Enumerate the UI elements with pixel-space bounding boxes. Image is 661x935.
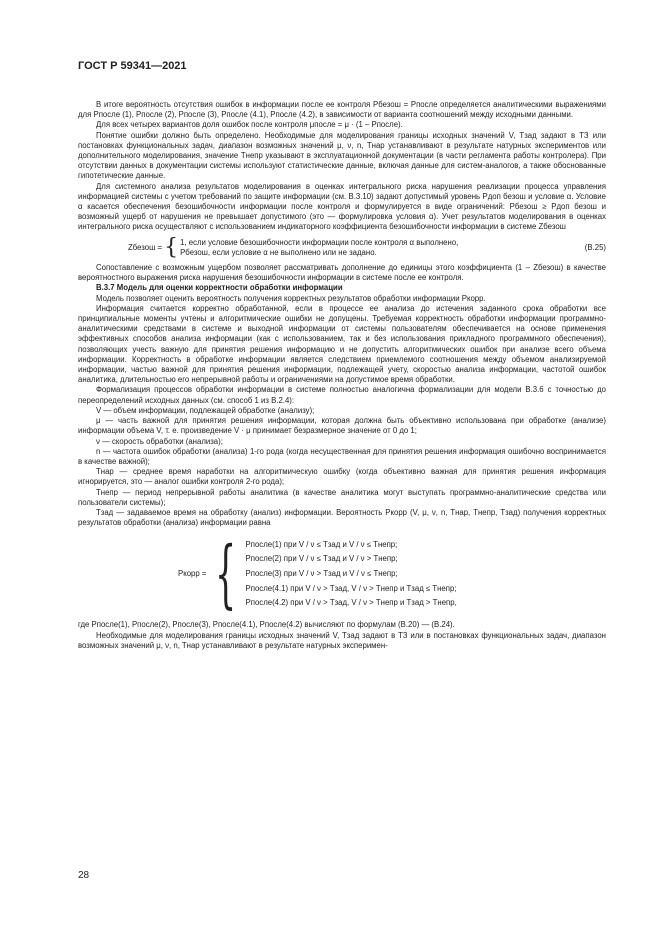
document-header: ГОСТ Р 59341—2021	[78, 60, 187, 72]
left-brace-icon: {	[164, 234, 179, 260]
left-brace-icon: {	[215, 531, 237, 618]
page-content	[78, 100, 606, 651]
definition-item: Tнар — среднее время наработки на алгоритмическую ошибку (когда объективно важная для принятия решения информация игнорируется, это — аналог ошибки контроля 2-го рода);	[78, 467, 606, 487]
definition-item: μ — часть важной для принятия решения информации, которая должна быть объективно использована при обработке (анализе) информации объема V, т. е. произведение V · μ принимает безразмерное значение от 0 до 1;	[78, 416, 606, 436]
paragraph: Для всех четырех вариантов доля ошибок после контроля μпосле = μ · (1 – Pпосле).	[96, 120, 403, 130]
formula-cases	[180, 238, 458, 258]
paragraph: Формализация процессов обработки информации в системе полностью аналогична формализации для модели В.3.6 с точностью до переопределений исходных данных (см. способ 1 из В.2.4):	[78, 385, 606, 405]
formula-case: Pпосле(4.1) при V / ν > Tзад, V / ν > Tнепр и Tзад ≤ Tнепр;	[245, 583, 457, 593]
formula-case: 1, если условие безошибочности информации после контроля α выполнено,	[180, 237, 459, 247]
paragraph: где Pпосле(1), Pпосле(2), Pпосле(3), Pпосле(4.1), Pпосле(4.2) вычисляют по формулам (В.20) — (В.24).	[78, 620, 455, 630]
paragraph: Необходимые для моделирования границы исходных значений V, Tзад задают в ТЗ или в постановках функциональных задач, диапазон возможных значений μ, ν, n, Tнар устанавливают в результате натурных эксперимен-	[78, 630, 606, 650]
formula-case: Pпосле(1) при V / ν ≤ Tзад и V / ν ≤ Tнепр;	[245, 539, 398, 549]
paragraph: Информация считается корректно обработанной, если в процессе ее анализа до истечения заданного срока обработки все принципиальные моменты учтены и алгоритмические ошибки не допущены. Требуемая корректность обработки информации программно-аналитическими средствами в системе и выходной информации от системы пользователям обеспечивается на основе применения эффективных способов анализа информации (как с использованием, так и без использования прикладного программного обеспечения), позволяющих учесть важную для принятия решения информацию и не допустить алгоритмических ошибок при анализе всего объема информации. Корректность в обработке информации является следствием приемлемого соотношения между объемом анализируемой информации, частью важной для принятия решения информации, подлежащей учету, скоростью анализа информации, частотой ошибок аналитика, длительностью его непрерывной работы и ограничениями на допустимое время обработки.	[78, 303, 606, 385]
formula-case: Pпосле(3) при V / ν > Tзад и V / ν ≤ Tнепр;	[245, 569, 398, 579]
definition-item: Tзад — задаваемое время на обработку (анализ) информации. Вероятность Pкорр (V, μ, ν, n, Tнар, Tнепр, Tзад) получения корректных результатов обработки (анализа) информации равна	[78, 507, 606, 528]
definition-item: ν — скорость обработки (анализа);	[96, 436, 223, 446]
definition-item: V — объем информации, подлежащей обработке (анализу);	[96, 405, 315, 415]
definition-item: n — частота ошибок обработки (анализа) 1-го рода (когда несущественная для принятия решения информация ошибочно воспринимается в качестве важной);	[78, 446, 606, 466]
paragraph: Сопоставление с возможным ущербом позволяет рассматривать дополнение до единицы этого коэффициента (1 – Zбезош) в качестве вероятностного выражения риска нарушения безошибочности информации в системе после ее контроля.	[78, 263, 606, 283]
page-number: 28	[78, 870, 90, 881]
formula-lhs: Zбезош =	[128, 242, 163, 252]
formula-cases	[246, 538, 457, 611]
formula-b25	[78, 234, 606, 260]
section-heading: В.3.7 Модель для оценки корректности обработки информации	[96, 283, 343, 293]
paragraph: Для системного анализа результатов моделирования в оценках интегрального риска нарушения реализации процесса управления информацией системы с учетом требований по защите информации (см. В.3.10) задают допустимый уровень Pдоп безош и условие α. Условие α касается обеспечения безошибочности информации после контроля и формулируется в виде ограничений: Pбезош ≥ Pдоп безош и возможный ущерб от нарушения не превышает допустимого (это — формулировка условия α). Учет результатов моделирования в оценках интегрального риска осуществляют с использованием индикаторного коэффициента безошибочности информации в системе Zбезош	[78, 181, 606, 232]
equation-number: (В.25)	[584, 242, 606, 252]
formula-case: Pбезош, если условие α не выполнено или не задано.	[180, 247, 377, 257]
paragraph: В итоге вероятность отсутствия ошибок в информации после ее контроля Pбезош = Pпосле определяется аналитическими выражениями для Pпосле (1), Pпосле (2), Pпосле (3), Pпосле (4.1), Pпосле (4.2), в зависимости от варианта соотношений между исходными данными.	[78, 100, 606, 120]
formula-pkorr	[78, 531, 606, 618]
definition-item: Tнепр — период непрерывной работы аналитика (в качестве аналитика могут выступать программно-аналитические средства или пользователи системы);	[78, 487, 606, 507]
formula-lhs: Pкорр =	[178, 569, 207, 579]
formula-case: Pпосле(4.2) при V / ν > Tзад, V / ν > Tнепр и Tзад > Tнепр,	[245, 598, 457, 608]
paragraph: Модель позволяет оценить вероятность получения корректных результатов обработки информации Pкорр.	[96, 293, 486, 303]
paragraph: Понятие ошибки должно быть определено. Необходимые для моделирования границы исходных значений V, Tзад задают в ТЗ или постановках функциональных задач, диапазон возможных значений μ, ν, n, Tнар устанавливают в результате натурных экспериментов или дополнительного моделирования, значение Tнепр указывают в эксплуатационной документации (в части регламента работы контролера). При отсутствии данных в документации системы используют статистические данные, включая данные для систем-аналогов, а также обоснованные гипотетические данные.	[78, 130, 606, 181]
formula-case: Pпосле(2) при V / ν ≤ Tзад и V / ν > Tнепр;	[245, 554, 398, 564]
